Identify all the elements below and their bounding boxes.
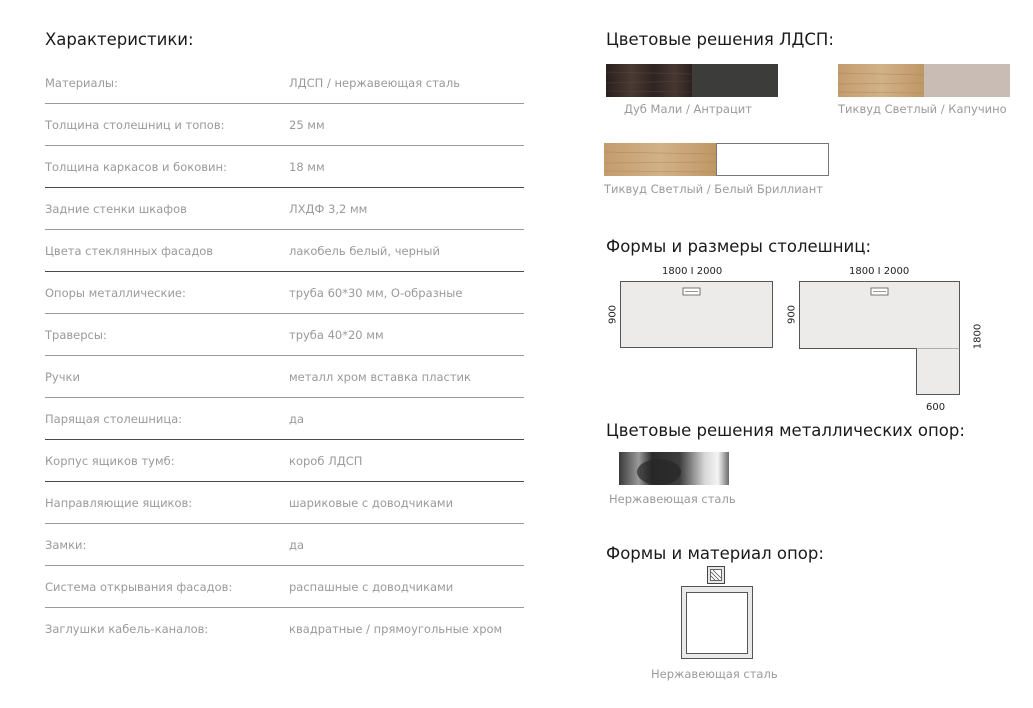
swatch-image bbox=[604, 143, 829, 176]
spec-value: труба 40*20 мм bbox=[289, 328, 384, 342]
top-a-width-label: 1800 I 2000 bbox=[662, 266, 723, 277]
spec-row bbox=[45, 146, 524, 188]
spec-key: Система открывания фасадов: bbox=[45, 580, 233, 594]
spec-value: 18 мм bbox=[289, 160, 325, 174]
spec-value: металл хром вставка пластик bbox=[289, 370, 471, 384]
spec-key: Ручки bbox=[45, 370, 80, 384]
profile-section-icon bbox=[707, 566, 725, 584]
spec-value: ЛХДФ 3,2 мм bbox=[289, 202, 368, 216]
spec-row bbox=[45, 314, 524, 356]
specs-table bbox=[45, 62, 524, 649]
spec-row bbox=[45, 608, 524, 649]
swatch-caption: Тиквуд Светлый / Белый Бриллиант bbox=[604, 182, 823, 196]
spec-row bbox=[45, 440, 524, 482]
ldsp-title: Цветовые решения ЛДСП: bbox=[606, 30, 834, 49]
metal-caption: Нержавеющая сталь bbox=[609, 492, 736, 506]
top-b-depth-label: 900 bbox=[786, 304, 798, 325]
spec-key: Цвета стеклянных фасадов bbox=[45, 244, 214, 258]
spec-key: Парящая столешница: bbox=[45, 412, 183, 426]
spec-value: квадратные / прямоугольные хром bbox=[289, 622, 503, 636]
top-a-depth-label: 900 bbox=[607, 304, 619, 325]
spec-key: Замки: bbox=[45, 538, 87, 552]
metal-swatch bbox=[619, 452, 729, 485]
swatch-caption: Тиквуд Светлый / Капучино bbox=[838, 102, 1007, 116]
spec-key: Корпус ящиков тумб: bbox=[45, 454, 175, 468]
swatch-image bbox=[606, 64, 778, 97]
spec-row bbox=[45, 272, 524, 314]
profile-section-drawing bbox=[707, 566, 725, 584]
spec-row bbox=[45, 62, 524, 104]
tabletop-corner-drawing bbox=[799, 281, 961, 395]
spec-value: лакобель белый, черный bbox=[289, 244, 440, 258]
top-b-return-label: 600 bbox=[926, 402, 946, 413]
swatch-dub-mali-antracit bbox=[606, 64, 778, 97]
spec-key: Опоры металлические: bbox=[45, 286, 186, 300]
swatch-tikvud-kapuchino bbox=[838, 64, 1010, 97]
metal-title: Цветовые решения металлических опор: bbox=[606, 421, 965, 440]
spec-row bbox=[45, 356, 524, 398]
spec-value: шариковые с доводчиками bbox=[289, 496, 454, 510]
spec-value: да bbox=[289, 412, 304, 426]
spec-value: короб ЛДСП bbox=[289, 454, 363, 468]
spec-row bbox=[45, 104, 524, 146]
specs-title: Характеристики: bbox=[45, 30, 194, 49]
spec-value: распашные с доводчиками bbox=[289, 580, 454, 594]
spec-key: Материалы: bbox=[45, 76, 118, 90]
spec-key: Толщина столешниц и топов: bbox=[45, 118, 225, 132]
o-leg-drawing bbox=[681, 586, 753, 659]
swatch-tikvud-belyi bbox=[604, 143, 829, 176]
legs-caption: Нержавеющая сталь bbox=[651, 667, 778, 681]
spec-key: Траверсы: bbox=[45, 328, 107, 342]
spec-row bbox=[45, 482, 524, 524]
spec-value: 25 мм bbox=[289, 118, 325, 132]
spec-key: Толщина каркасов и боковин: bbox=[45, 160, 227, 174]
spec-value: труба 60*30 мм, О-образные bbox=[289, 286, 463, 300]
spec-key: Заглушки кабель-каналов: bbox=[45, 622, 209, 636]
tops-title: Формы и размеры столешниц: bbox=[606, 237, 872, 256]
tabletop-corner bbox=[799, 281, 961, 395]
legs-title: Формы и материал опор: bbox=[606, 544, 824, 563]
spec-row bbox=[45, 188, 524, 230]
spec-row bbox=[45, 566, 524, 608]
spec-key: Задние стенки шкафов bbox=[45, 202, 187, 216]
spec-row bbox=[45, 524, 524, 566]
top-b-width-label: 1800 I 2000 bbox=[849, 266, 910, 277]
spec-row bbox=[45, 230, 524, 272]
spec-value: да bbox=[289, 538, 304, 552]
swatch-caption: Дуб Мали / Антрацит bbox=[624, 102, 752, 116]
metal-swatch-image bbox=[619, 452, 729, 485]
spec-row bbox=[45, 398, 524, 440]
o-leg-frame bbox=[681, 586, 753, 659]
tabletop-straight bbox=[620, 281, 773, 349]
spec-key: Направляющие ящиков: bbox=[45, 496, 193, 510]
tabletop-straight-drawing bbox=[620, 281, 773, 349]
top-b-side-label: 1800 bbox=[972, 323, 984, 350]
spec-value: ЛДСП / нержавеющая сталь bbox=[289, 76, 460, 90]
swatch-image bbox=[838, 64, 1010, 97]
